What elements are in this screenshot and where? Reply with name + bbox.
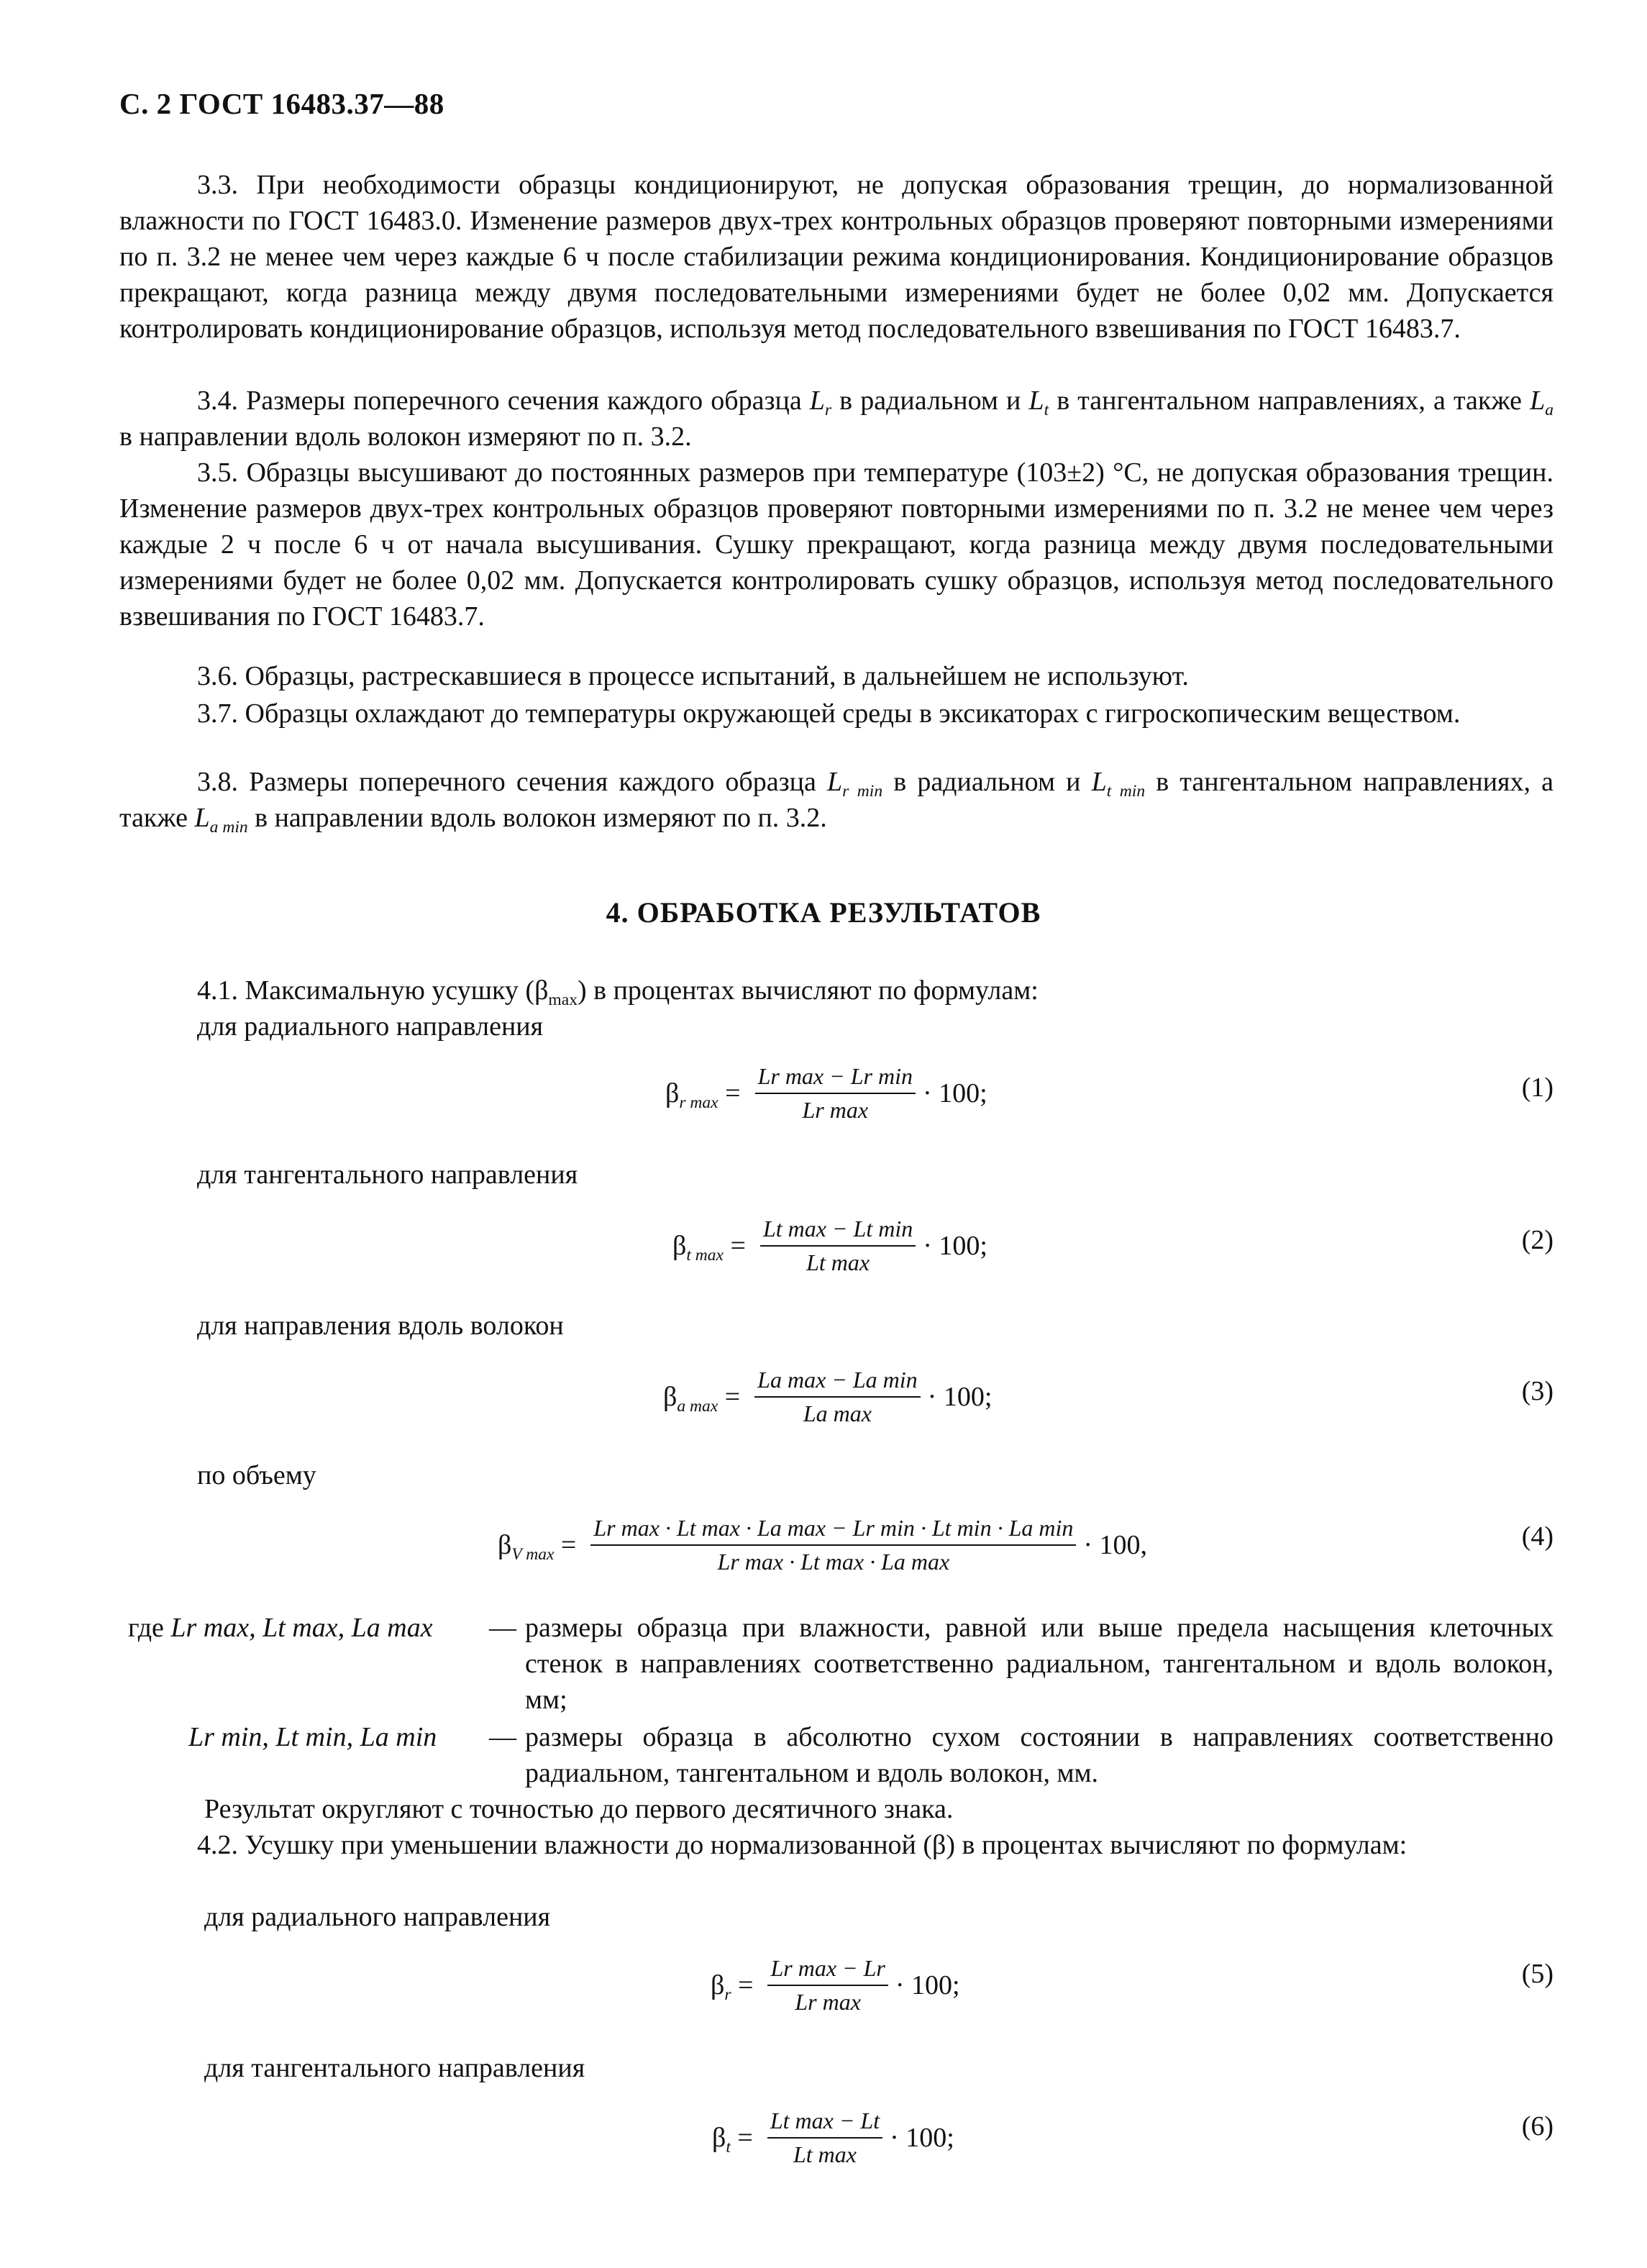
- label-tangential-2: для тангентального направления: [204, 2053, 585, 2083]
- label-volume: по объему: [197, 1460, 316, 1490]
- equation-number-5: (5): [1521, 1959, 1554, 1989]
- formula-3-numerator: La max − La min: [757, 1367, 918, 1393]
- paragraph-3-5: 3.5. Образцы высушивают до постоянных размеров при температуре (103±2) °С, не допуская образования трещин. Изменение размеров двух-трех контрольных образцов проверяют повторными измерениями по п. 3.2 не менее чем через каждые 2 ч после 6 ч от начала высушивания. Сушку прекращают, когда разница между двумя последовательными измерениями будет не более 0,02 мм. Допускается контролировать сушку образцов, используя метод последовательного взвешивания по ГОСТ 16483.7.: [119, 457, 1554, 632]
- formula-1: [665, 1063, 987, 1124]
- formula-2-denominator: Lt max: [806, 1249, 870, 1275]
- formula-4-numerator: Lr max · Lt max · La max − Lr min · Lt min · La min: [593, 1515, 1074, 1541]
- where-dash-2: —: [489, 1722, 516, 1752]
- label-tangential-1: для тангентального направления: [197, 1160, 578, 1190]
- section-4-title: 4. ОБРАБОТКА РЕЗУЛЬТАТОВ: [606, 896, 1041, 929]
- label-radial-2: для радиального направления: [204, 1902, 551, 1932]
- formula-6-denominator: Lt max: [793, 2141, 857, 2167]
- formula-1-tail: · 100;: [922, 1078, 987, 1108]
- formula-4-lhs: $\beta_{V max}$ =: [498, 1530, 577, 1565]
- paragraph-3-8: 3.8. Размеры поперечного сечения каждого образца $L_{r min}$ в радиальном и $L_{t min}$ в тангентальном направлениях, а также $L_{a min}$ в направлении вдоль волокон измеряют по п. 3.2.: [119, 767, 1554, 837]
- formula-6-numerator: Lt max − Lt: [770, 2108, 880, 2133]
- formula-4-denominator: Lr max · Lt max · La max: [717, 1549, 950, 1575]
- formula-5-lhs: $\beta_r$ =: [711, 1970, 754, 2005]
- formula-5-tail: · 100;: [895, 1970, 960, 2000]
- paragraph-3-3: 3.3. При необходимости образцы кондиционируют, не допуская образования трещин, до нормализованной влажности по ГОСТ 16483.0. Изменение размеров двух-трех контрольных образцов проверяют повторными измерениями по п. 3.2 не менее чем через каждые 6 ч после стабилизации режима кондиционирования. Кондиционирование образцов прекращают, когда разница между двумя последовательными измерениями будет не более 0,02 мм. Допускается контролировать кондиционирование образцов, используя метод последовательного взвешивания по ГОСТ 16483.7.: [119, 170, 1554, 344]
- formula-5-denominator: Lr max: [795, 1989, 861, 2015]
- formula-2-numerator: Lt max − Lt min: [762, 1216, 913, 1242]
- formula-2-tail: · 100;: [923, 1231, 987, 1261]
- formula-6-lhs: $\beta_t$ =: [712, 2123, 753, 2157]
- formula-5-numerator: Lr max − Lr: [770, 1955, 885, 1981]
- result-rounding-note: Результат округляют с точностью до первого десятичного знака.: [204, 1794, 954, 1824]
- formula-3-denominator: La max: [803, 1401, 872, 1426]
- formula-2-lhs: $\beta_{t max}$ =: [672, 1231, 746, 1265]
- formula-3-tail: · 100;: [927, 1382, 993, 1412]
- paragraph-4-2: 4.2. Усушку при уменьшении влажности до нормализованной (β) в процентах вычисляют по формулам:: [197, 1830, 1408, 1860]
- formula-6-tail: · 100;: [890, 2123, 954, 2153]
- equation-number-6: (6): [1521, 2111, 1554, 2141]
- paragraph-3-4: 3.4. Размеры поперечного сечения каждого образца $L_r$ в радиальном и $L_t$ в тангентальном направлениях, а также $L_a$ в направлении вдоль волокон измеряют по п. 3.2.: [119, 386, 1554, 452]
- paragraph-4-1: 4.1. Максимальную усушку $(\beta_{max})$ в процентах вычисляют по формулам:: [197, 975, 1039, 1010]
- where-definitions: [0, 1610, 1647, 1797]
- formula-3: [663, 1367, 992, 1427]
- formula-1-lhs: $\beta_{r max}$ =: [665, 1078, 741, 1113]
- formula-5: [711, 1955, 960, 2016]
- where-dash-1: —: [489, 1613, 516, 1643]
- equation-number-3: (3): [1521, 1376, 1554, 1406]
- formula-3-lhs: $\beta_{a max}$ =: [663, 1382, 741, 1416]
- formula-4: [498, 1515, 1147, 1575]
- where-desc-2: размеры образца в абсолютно сухом состоянии в направлениях соответственно радиальном, тангентальном и вдоль волокон, мм.: [525, 1722, 1554, 1788]
- formula-1-numerator: Lr max − Lr min: [757, 1063, 913, 1089]
- paragraph-3-6: 3.6. Образцы, растрескавшиеся в процессе испытаний, в дальнейшем не используют.: [197, 661, 1189, 691]
- equation-number-4: (4): [1521, 1521, 1554, 1552]
- where-term-1: где Lr max, Lt max, La max: [128, 1613, 433, 1643]
- label-radial-1: для радиального направления: [197, 1011, 544, 1042]
- formula-4-tail: · 100,: [1083, 1530, 1148, 1560]
- equation-number-1: (1): [1521, 1072, 1554, 1103]
- equation-number-2: (2): [1521, 1225, 1554, 1255]
- label-along: для направления вдоль волокон: [197, 1311, 564, 1341]
- paragraph-3-7: 3.7. Образцы охлаждают до температуры окружающей среды в эксикаторах с гигроскопическим веществом.: [197, 698, 1461, 729]
- formula-6: [712, 2108, 954, 2168]
- where-term-2: Lr min, Lt min, La min: [188, 1722, 437, 1752]
- formula-2: [672, 1216, 987, 1276]
- formula-1-denominator: Lr max: [802, 1097, 869, 1123]
- where-desc-1: размеры образца при влажности, равной или выше предела насыщения клеточных стенок в направлениях соответственно радиальном, тангентальном и вдоль волокон, мм;: [525, 1613, 1554, 1715]
- page-header: С. 2 ГОСТ 16483.37—88: [119, 87, 444, 120]
